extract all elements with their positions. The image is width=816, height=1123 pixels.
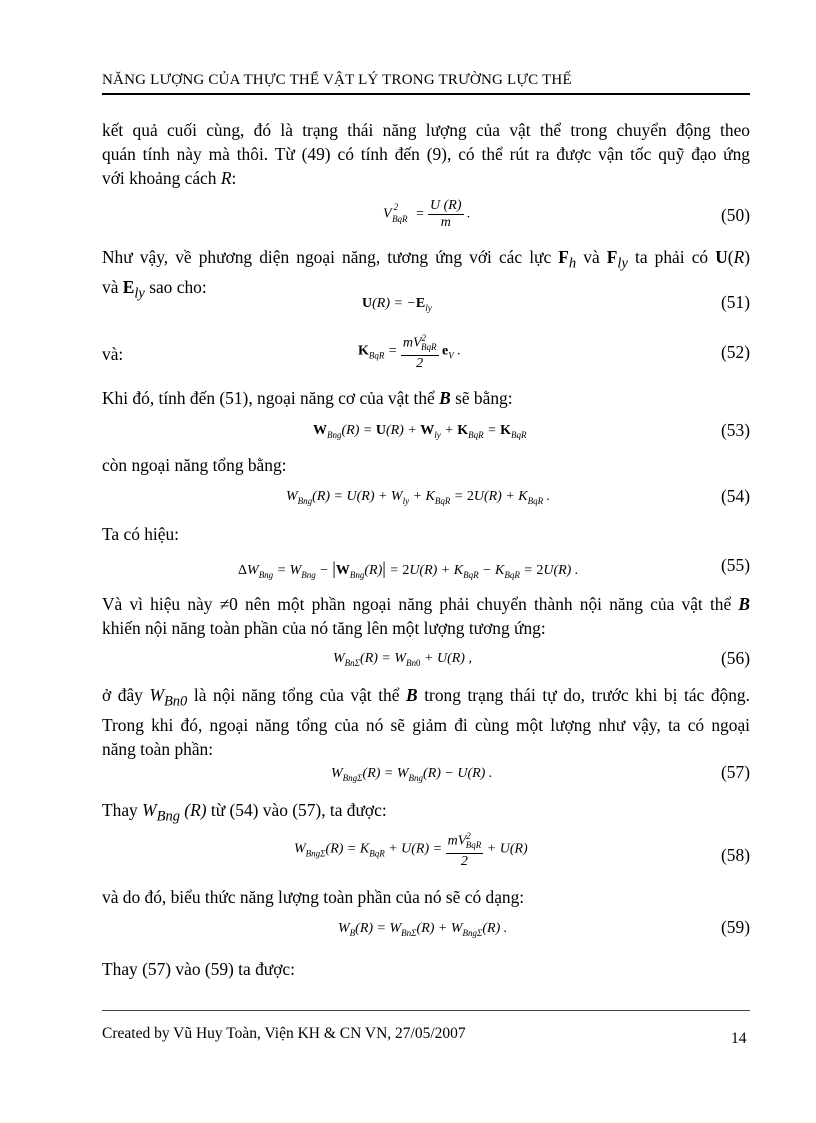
equation-52: $K_{BqR}$ = $\frac{mV^2_{BqR}}{2}$ $e_V$ .: [358, 330, 461, 372]
equation-56: $W_{Bn\Sigma}(R) = W_{Bn0} + U(R)$ ,: [333, 651, 472, 668]
page-number: 14: [731, 1030, 747, 1047]
equation-number: (55): [721, 555, 750, 575]
equation-number: (56): [721, 648, 750, 668]
equation-53: $W_{Bng}(R) = U(R) + W_{ly} + K_{BqR} = K_{BqR}$: [313, 423, 527, 440]
running-header: NĂNG LƯỢNG CỦA THỰC THỂ VẬT LÝ TRONG TRƯỜNG LỰC THẾ: [102, 72, 572, 88]
paragraph-7: [102, 592, 750, 640]
text-line: Như vậy, về phương diện ngoại năng, tương ứng với các lực $F_h$ và $F_{ly}$ ta phải có U(R): [102, 247, 750, 272]
equation-number: (58): [721, 845, 750, 865]
text-line: quán tính này mà thôi. Từ (49) có tính đến (9), có thể rút ra được vận tốc quỹ đạo ứng: [102, 144, 750, 164]
paragraph-10: [102, 885, 750, 909]
equation-number: (52): [721, 342, 750, 362]
paragraph-6: [102, 522, 750, 546]
paragraph-5: [102, 453, 750, 477]
equation-number: (57): [721, 762, 750, 782]
paragraph-4: [102, 386, 750, 410]
paragraph-8: [102, 683, 750, 761]
equation-57: $W_{Bng\Sigma}(R) = W_{Bng}(R) - U(R)$ .: [331, 766, 493, 783]
equation-51: $U(R) = -E_{ly}$: [362, 296, 432, 313]
text-line: Khi đó, tính đến (51), ngoại năng cơ của vật thể B sẽ bằng:: [102, 388, 513, 408]
text-line: còn ngoại năng tổng bằng:: [102, 455, 287, 475]
text-line: với khoảng cách R:: [102, 168, 237, 188]
footer-rule: [102, 1010, 750, 1011]
text-line: khiến nội năng toàn phần của nó tăng lên một lượng tương ứng:: [102, 618, 546, 638]
text-line: Trong khi đó, ngoại năng tổng của nó sẽ giảm đi cùng một lượng như vậy, ta có ngoại: [102, 715, 750, 736]
header-rule: [102, 93, 750, 95]
equation-number: (59): [721, 917, 750, 937]
text-line: ở đây $W_{Bn0}$ là nội năng tổng của vật thể B trong trạng thái tự do, trước khi bị tác động.: [102, 685, 750, 710]
equation-number: (50): [721, 205, 750, 225]
text-line: Thay $W_{Bng}$ (R) từ (54) vào (57), ta được:: [102, 800, 387, 825]
equation-50: V $^2_{BqR}$ = $\frac{U (R)}{m}$ .: [383, 198, 471, 230]
equation-number: (54): [721, 486, 750, 506]
equation-number: (51): [721, 292, 750, 312]
paragraph-11: [102, 957, 750, 981]
text-line: Và vì hiệu này ≠0 nên một phần ngoại năng phải chuyển thành nội năng của vật thể B: [102, 594, 750, 614]
text-line: và $E_{ly}$ sao cho:: [102, 277, 207, 302]
equation-54: $W_{Bng}(R) = U(R) + W_{ly} + K_{BqR} = 2U(R) + K_{BqR}$ .: [286, 489, 551, 506]
paragraph-9: [102, 798, 750, 828]
text-line: Ta có hiệu:: [102, 524, 180, 544]
equation-55: $\Delta W_{Bng} = W_{Bng} - |W_{Bng}(R)| = 2U(R) + K_{BqR} - K_{BqR} = 2U(R)$ .: [238, 558, 579, 580]
paragraph-1: [102, 118, 750, 190]
text-line: năng toàn phần:: [102, 739, 214, 760]
text-line: và do đó, biểu thức năng lượng toàn phần của nó sẽ có dạng:: [102, 887, 525, 907]
equation-58: $W_{Bng\Sigma}(R) = K_{BqR} + U(R)$ = $\frac{mV^2_{BqR}}{2}$ + U(R): [294, 828, 528, 870]
equation-59: $W_B(R) = W_{Bn\Sigma}(R) + W_{Bng\Sigma}(R)$ .: [338, 921, 508, 938]
footer-credit: Created by Vũ Huy Toàn, Viện KH & CN VN, 27/05/2007: [102, 1025, 466, 1042]
text-line: Thay (57) vào (59) ta được:: [102, 959, 295, 979]
text-line: kết quả cuối cùng, đó là trạng thái năng lượng của vật thể trong chuyển động theo: [102, 120, 750, 140]
text-line: và:: [102, 344, 124, 364]
equation-number: (53): [721, 420, 750, 440]
